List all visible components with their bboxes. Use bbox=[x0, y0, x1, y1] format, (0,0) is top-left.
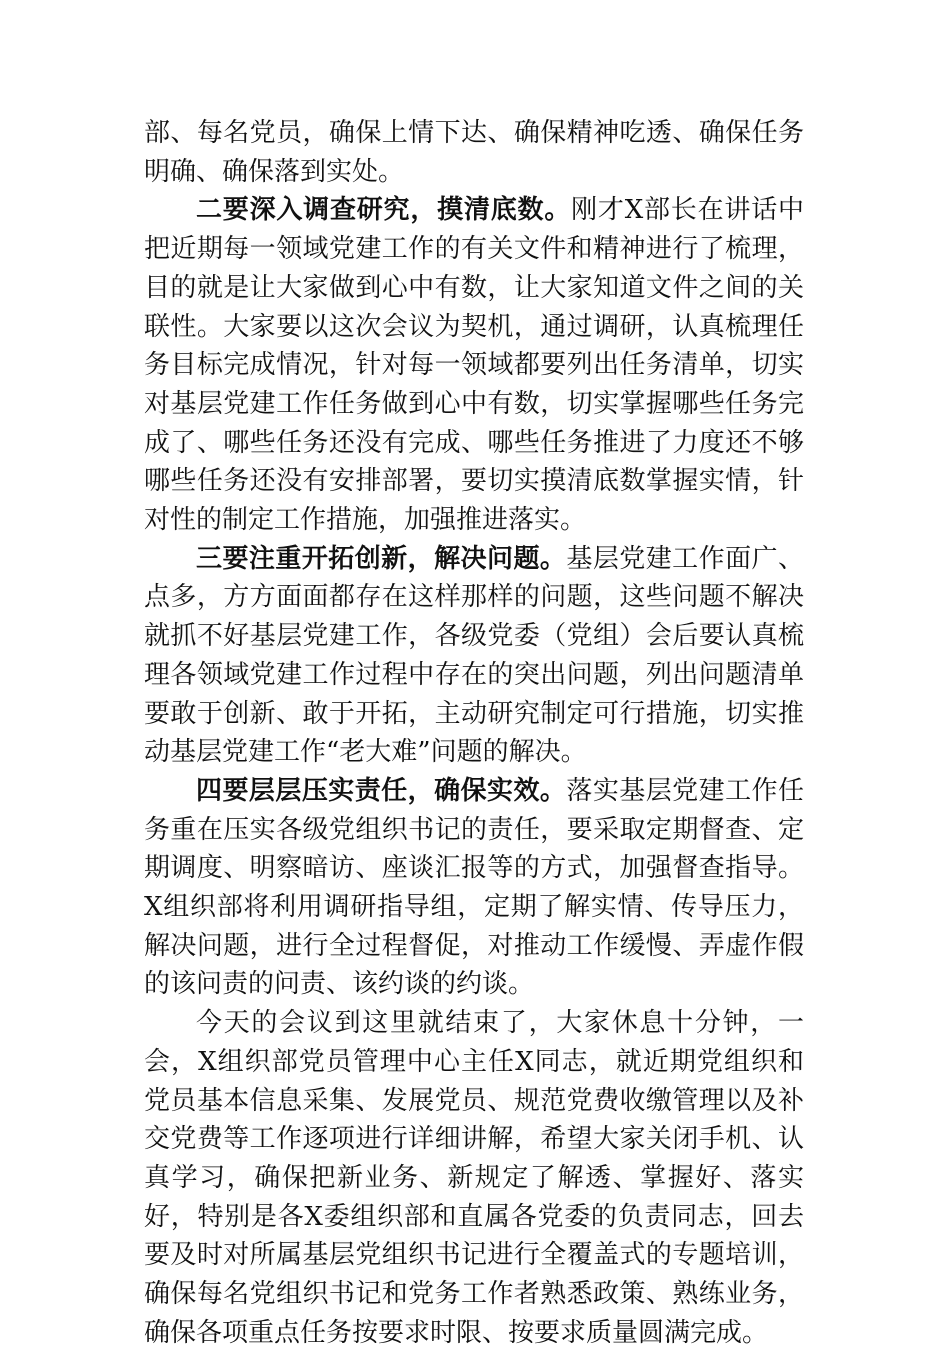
paragraph-point-3 bbox=[144, 540, 804, 772]
paragraph-lead: 四要层层压实责任，确保实效。 bbox=[196, 775, 567, 806]
paragraph-body: 今天的会议到这里就结束了，大家休息十分钟，一会，X组织部党员管理中心主任X同志，就近期党组织和党员基本信息采集、发展党员、规范党费收缴管理以及补交党费等工作逐项进行详细讲解，希望大家关闭手机、认真学习，确保把新业务、新规定了解透、掌握好、落实好，特别是各X委组织部和直属各党委的负责同志，回去要及时对所属基层党组织书记进行全覆盖式的专题培训，确保每名党组织书记和党务工作者熟悉政策、熟练业务，确保各项重点任务按要求时限、按要求质量圆满完成。 bbox=[144, 1008, 804, 1348]
paragraph-body: 部、每名党员，确保上情下达、确保精神吃透、确保任务明确、确保落到实处。 bbox=[144, 118, 804, 187]
paragraph-body: 落实基层党建工作任务重在压实各级党组织书记的责任，要采取定期督查、定期调度、明察暗访、座谈汇报等的方式，加强督查指导。X组织部将利用调研指导组，定期了解实情、传导压力，解决问题，进行全过程督促，对推动工作缓慢、弄虚作假的该问责的问责、该约谈的约谈。 bbox=[144, 775, 804, 1000]
paragraph-point-4 bbox=[144, 772, 804, 1004]
paragraph-continued bbox=[144, 114, 804, 191]
paragraph-point-2 bbox=[144, 191, 804, 539]
paragraph-lead: 三要注重开拓创新，解决问题。 bbox=[196, 543, 567, 574]
paragraph-closing bbox=[144, 1004, 804, 1352]
paragraph-body: 刚才X部长在讲话中把近期每一领域党建工作的有关文件和精神进行了梳理，目的就是让大家做到心中有数，让大家知道文件之间的关联性。大家要以这次会议为契机，通过调研，认真梳理任务目标完成情况，针对每一领域都要列出任务清单，切实对基层党建工作任务做到心中有数，切实掌握哪些任务完成了、哪些任务还没有完成、哪些任务推进了力度还不够哪些任务还没有安排部署，要切实摸清底数掌握实情，针对性的制定工作措施，加强推进落实。 bbox=[144, 195, 804, 536]
paragraph-body: 基层党建工作面广、点多，方方面面都存在这样那样的问题，这些问题不解决就抓不好基层党建工作，各级党委（党组）会后要认真梳理各领域党建工作过程中存在的突出问题，列出问题清单要敢于创新、敢于开拓，主动研究制定可行措施，切实推动基层党建工作“老大难”问题的解决。 bbox=[144, 543, 804, 768]
document-body bbox=[144, 114, 804, 1353]
paragraph-lead: 二要深入调查研究，摸清底数。 bbox=[196, 195, 572, 226]
